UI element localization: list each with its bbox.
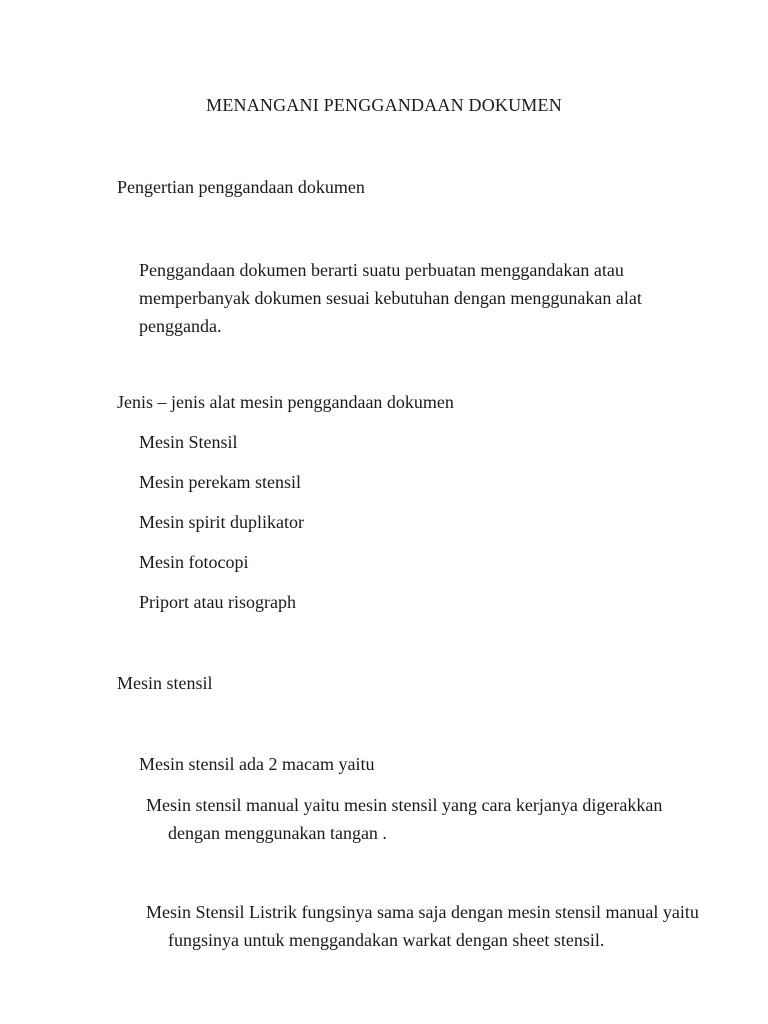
mesin-stensil-type-manual: Mesin stensil manual yaitu mesin stensil yang cara kerjanya digerakkan dengan menggunakan tangan . <box>146 795 663 843</box>
section-heading-jenis: Jenis – jenis alat mesin penggandaan dokumen <box>117 392 454 412</box>
section-heading-pengertian: Pengertian penggandaan dokumen <box>117 177 365 197</box>
pengertian-paragraph: Penggandaan dokumen berarti suatu perbuatan menggandakan atau memperbanyak dokumen sesuai kebutuhan dengan menggunakan alat pengganda. <box>139 260 642 336</box>
jenis-list-item: Mesin perekam stensil <box>139 472 301 492</box>
jenis-list-item: Mesin Stensil <box>139 432 238 452</box>
jenis-list-item: Mesin spirit duplikator <box>139 512 304 532</box>
section-heading-mesin-stensil: Mesin stensil <box>117 673 213 693</box>
mesin-stensil-type-listrik: Mesin Stensil Listrik fungsinya sama saja dengan mesin stensil manual yaitu fungsinya untuk menggandakan warkat dengan sheet stensil. <box>146 902 699 950</box>
jenis-list-item: Mesin fotocopi <box>139 552 249 572</box>
jenis-list-item: Priport atau risograph <box>139 592 296 612</box>
document-title: MENANGANI PENGGANDAAN DOKUMEN <box>206 95 562 115</box>
mesin-stensil-intro: Mesin stensil ada 2 macam yaitu <box>139 754 375 774</box>
